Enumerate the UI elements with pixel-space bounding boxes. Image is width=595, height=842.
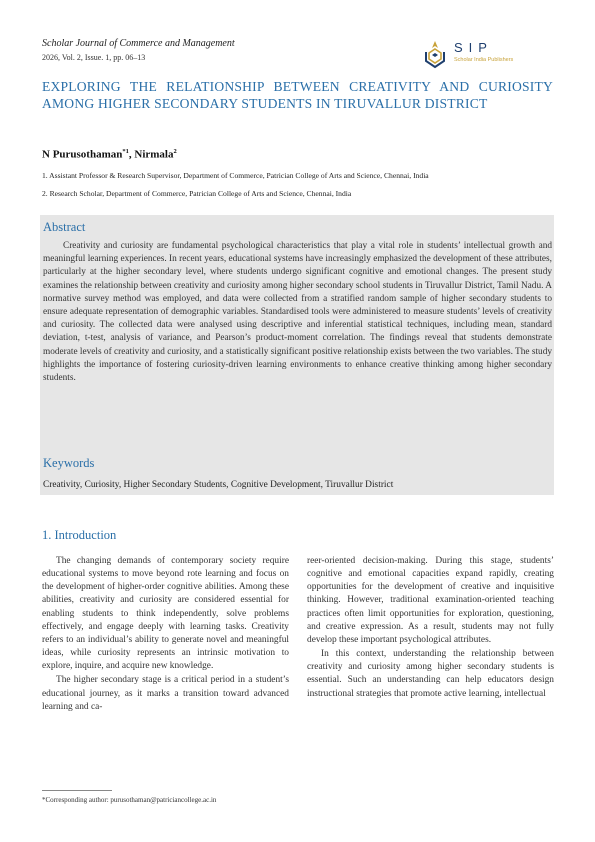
keywords-heading: Keywords xyxy=(43,456,95,470)
affiliation-2: 2. Research Scholar, Department of Commerce, Patrician College of Arts and Science, Chennai, India xyxy=(42,189,352,198)
author-name: N Purusothaman xyxy=(42,148,123,161)
author-separator: , xyxy=(128,148,135,161)
article-title: EXPLORING THE RELATIONSHIP BETWEEN CREATIVITY AND CURIOSITY AMONG HIGHER SECONDARY STUDENTS IN TIRUVALLUR DISTRICT xyxy=(42,79,553,111)
paragraph: The higher secondary stage is a critical period in a student’s educational journey, as it marks a transition toward advanced learning and ca- xyxy=(42,675,289,712)
right-column xyxy=(307,555,554,701)
issue-line: 2026, Vol. 2, Issue. 1, pp. 06–13 xyxy=(42,53,146,62)
introduction-heading: 1. Introduction xyxy=(42,528,117,542)
abstract-text: Creativity and curiosity are fundamental psychological characteristics that play a vital role in students’ intellectual growth and meaningful learning experiences. In recent years, educational systems have increasingly emphasized the development of these attributes, particularly at the higher secondary level, where students undergo significant cognitive and emotional changes. The present study examines the relationship between creativity and curiosity among higher secondary school students in Tiruvallur District, Tamil Nadu. A normative survey method was employed, and data were collected from a stratified random sample of higher secondary students to ensure adequate representation of demographic variables. Standardised tools were administered to measure students’ levels of creativity and curiosity. The collected data were analysed using descriptive and inferential statistical techniques, including mean, standard deviation, t-test, analysis of variance, and Pearson’s product-moment correlation. The findings reveal that students demonstrate moderate levels of creativity and curiosity, and a statistically significant positive relationship exists between the two variables. The study highlights the importance of fostering curiosity-driven learning environments to enhance creative thinking among higher secondary students. xyxy=(43,241,552,384)
journal-name: Scholar Journal of Commerce and Management xyxy=(42,38,235,49)
paragraph: In this context, understanding the relationship between creativity and curiosity among higher secondary students is essential. Such an understanding can help educators design instructional strategies that promote active learning, intellectual xyxy=(307,649,554,699)
author-name: Nirmala xyxy=(134,148,174,161)
author-superscript: *1 xyxy=(122,148,129,155)
publisher-logo xyxy=(422,39,562,69)
sip-logo-icon xyxy=(422,39,448,69)
affiliation-1: 1. Assistant Professor & Research Supervisor, Department of Commerce, Patrician College of Arts and Science, Chennai, India xyxy=(42,171,429,180)
corresponding-author-footnote: *Corresponding author: purusothaman@patriciancollege.ac.in xyxy=(42,796,217,804)
logo-text: SIP xyxy=(454,40,493,55)
paragraph: The changing demands of contemporary society require educational systems to move beyond rote learning and focus on the development of higher-order cognitive abilities. Among these abilities, creativity and curiosity are considered essential for enabling students to think independently, solve problems effectively, and engage deeply with learning tasks. Creativity refers to an individual’s ability to generate novel and meaningful ideas, while curiosity represents an intrinsic motivation to explore, inquire, and acquire new knowledge. xyxy=(42,556,289,672)
footnote-rule xyxy=(42,790,112,791)
left-column xyxy=(42,555,289,714)
keywords-text: Creativity, Curiosity, Higher Secondary Students, Cognitive Development, Tiruvallur District xyxy=(43,480,394,490)
abstract-heading: Abstract xyxy=(43,220,86,234)
author-list xyxy=(42,148,177,161)
paragraph: reer-oriented decision-making. During this stage, students’ cognitive and emotional capacities expand rapidly, creating opportunities for the development of creative and inquisitive thinking. However, traditional examination-oriented teaching practices often limit opportunities for exploration, questioning, and creative expression. As a result, students may not fully develop these important psychological attributes. xyxy=(307,556,554,645)
logo-subtitle: Scholar India Publishers xyxy=(454,57,514,63)
author-superscript: 2 xyxy=(173,148,177,155)
